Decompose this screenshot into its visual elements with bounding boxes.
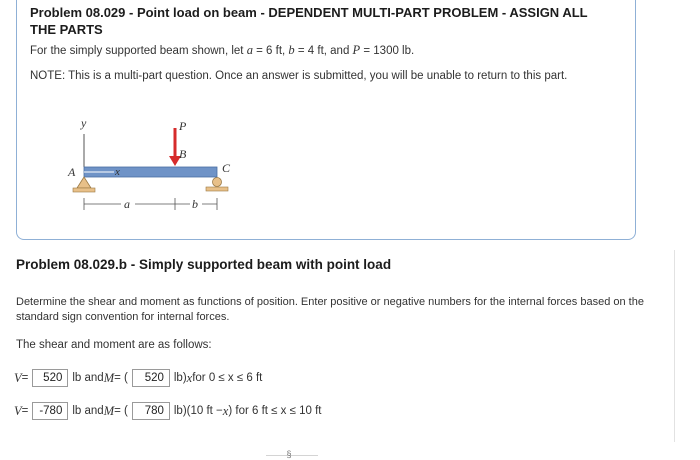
dim-label-b: b [192,197,198,211]
label-y: y [81,116,87,130]
label-b-point: B [179,147,187,161]
answer-row-1: V = 520 lb and M = ( 520 lb) x for 0 ≤ x ≤ 6 ft [14,368,262,388]
multi-part-note: NOTE: This is a multi-part question. Once an answer is submitted, you will be unable to return to this part. [30,70,568,82]
shear-answer-field-2[interactable]: -780 [32,402,68,420]
label-p: P [179,119,187,133]
ground-c [206,187,228,191]
shear-answer-field-1[interactable]: 520 [32,369,68,387]
problem-title: Problem 08.029 - Point load on beam - DEPENDENT MULTI-PART PROBLEM - ASSIGN ALL THE PARTS [30,5,588,37]
part-instructions: Determine the shear and moment as functions of position. Enter positive or negative numbers for the internal forces based on the standard sign convention for internal forces. [16,296,644,323]
given-values: For the simply supported beam shown, let a = 6 ft, b = 4 ft, and P = 1300 lb. [30,43,415,57]
right-divider [674,250,675,442]
moment-answer-field-2[interactable]: 780 [132,402,170,420]
roller-support-c [213,178,222,187]
pin-support-a [77,177,91,188]
moment-answer-field-1[interactable]: 520 [132,369,170,387]
ground-a [73,188,95,192]
label-c: C [222,161,231,175]
answer-row-2: V = -780 lb and M = ( 780 lb)(10 ft − x ) for 6 ft ≤ x ≤ 10 ft [14,401,322,421]
dim-label-a: a [124,197,130,211]
part-title: Problem 08.029.b - Simply supported beam with point load [16,257,392,272]
beam-diagram [62,112,252,220]
answer-lead-text: The shear and moment are as follows: [16,339,212,351]
label-x: x [115,166,120,178]
link-icon[interactable]: § [286,449,292,459]
label-a-end: A [68,165,76,179]
